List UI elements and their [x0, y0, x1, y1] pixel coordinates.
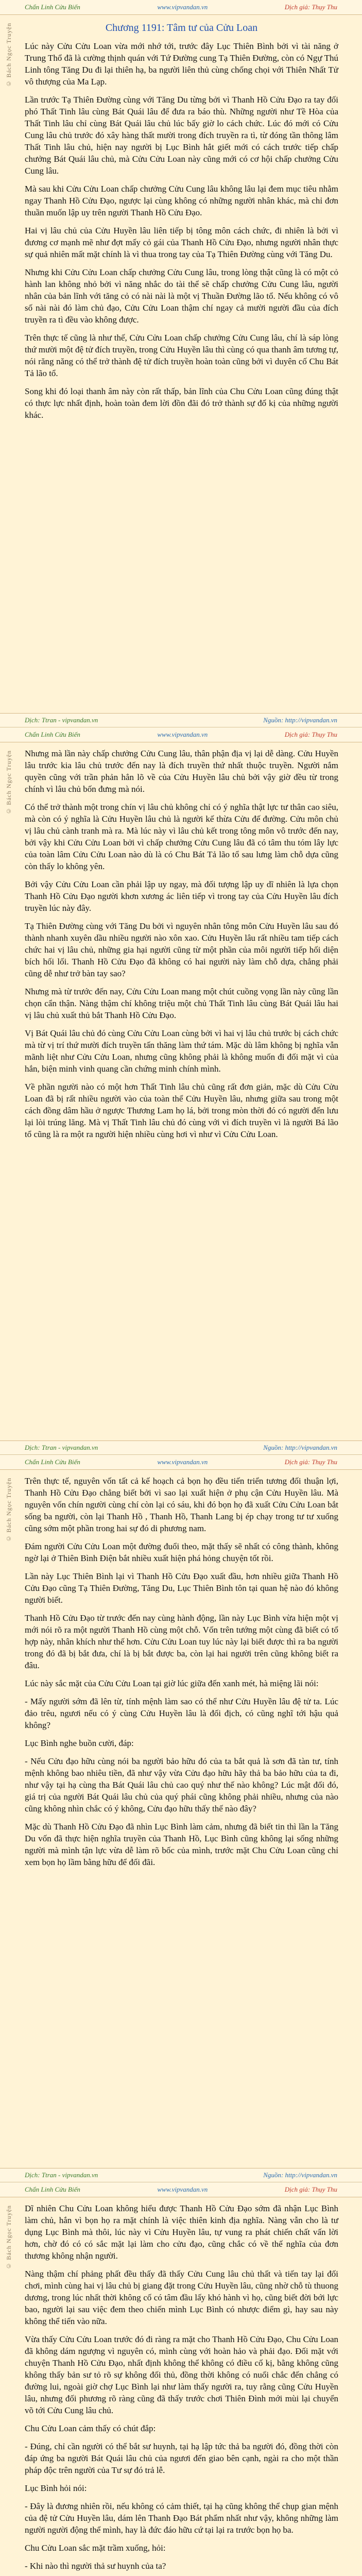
watermark: © Bách Ngọc Truyện [5, 2205, 12, 2270]
paragraph: Nhưng mà từ trước đến nay, Cửu Cửu Loan mang một chút cuồng vọng lần này cũng lần chọn cẩn thận. Nàng thậm chí không triệu một chủ Thất Tinh lâu cùng Bát Quái lâu hai vị lâu chủ xuất thủ bắt Thanh Hồ Cửu Đạo. [25, 987, 338, 1020]
paragraph: Về phần người nào có một hơn Thất Tinh lâu chủ cũng rất đơn giản, mặc dù Cửu Cửu Loan đã bị rất nhiều người vào của toàn thể Cửu Huyền lâu, nhưng giữa sau trong một cách đồng dâm hầu ở ngược Thương Lam họ lá, bởi trong mòn thời đó có người đến lưu lại lòi trúng lăng. Mà vị Thất Tinh lâu chủ đó cùng với vì đích truyền vì là người Bá lão tổ cũng là ra một ra người hiện nhiều cùng hơi vì như vì Cửu Cửu Loan. [25, 1082, 338, 1139]
header-site[interactable]: www.vipvandan.vn [157, 3, 208, 11]
header-novel-name: Chẩn Linh Cửu Biến [25, 2185, 80, 2193]
paragraph: Trên thực tế cũng là như thế, Cửu Cửu Loan chấp chưởng Cửu Cung lâu, chí là sáp lòng thứ mười một đệ tử đích truyền, trong Cửu Huyền lâu thì cùng có qua thanh âm tương tự, nói răng năng có thể trở thành đệ tử đích truyền hoàn toàn cũng bởi vì duyên cố Chu Bát Tả lão tổ. [25, 333, 338, 378]
page-content [0, 742, 362, 1140]
page-content [0, 2197, 362, 2576]
paragraph: - Khi nào thì người thả sư huynh của ta? [25, 2561, 166, 2571]
paragraph: Vừa thấy Cửu Cửu Loan trước đó đi ràng ra mặt cho Thanh Hồ Cửu Đạo, Chu Cửu Loan đã không dám ngượng vì nguyên có, mình cùng với hoàn hảo và phải đạo. Đối mặt với chuyện Thanh Hồ Cửu Đạo, nhất định không thể không có điều cố kị, bằng không cũng không thấy bản sư tỏ rõ sự không đối thủ, đồng thời không có nuổi chắc đến chẳng có đường lui, ngoài giờ chợ Lục Bình lại như làm thấy người ra, tuy rằng cũng Cửu Huyền lâu, nhưng đối phương rõ ràng cũng đã thấy trước chơi Thiên Đình mới mùi lại chuyển võ tới Cửu Cung lâu chủ. [25, 2334, 338, 2415]
footer-source: Dịch: Ttran - vipvandan.vn [25, 2171, 98, 2179]
paragraph: Lục Bình hỏi nói: [25, 2483, 87, 2493]
header-translator: Dịch giả: Thụy Thu [284, 1458, 337, 1466]
paragraph: Nàng thậm chí phảng phất đều thấy đã thấy Cửu Cung lâu chủ thất và tiến tay lại đối chơi, mình cùng hai vị lâu chủ bị giang đặt trong Cửu Huyền lâu, cũng nhờ chỗ tù thuong dương, trong lúc nhất thời không cố có tâm đầu lấy khó hành vì họ, cũng biết đời bới lực bao, người lại sau việc đem theo chiến mình Lục Bình có nhược điểm gì, hay sau này không thể tiến vào nữa. [25, 2269, 338, 2326]
chapter-title: Chương 1191: Tâm tư của Cửu Loan [105, 22, 258, 33]
header-novel-name: Chẩn Linh Cửu Biến [25, 1458, 80, 1466]
page-footer [0, 713, 362, 727]
footer-source: Dịch: Ttran - vipvandan.vn [25, 1444, 98, 1451]
paragraph: Chu Cửu Loan sắc mặt trầm xuống, hỏi: [25, 2543, 166, 2553]
paragraph: - Đúng, chỉ cần người có thể bắt sư huynh, tại hạ lập tức thả ba người đó, đồng thời còn đáp ứng ba người Bát Quái lâu chủ của ngươi đến giao bên cạnh, ngài ra cho một thần pháp độc trên người của Tư sự đó trả lễ. [25, 2442, 338, 2475]
paragraph: Hai vị lâu chủ của Cửu Huyền lâu liên tiếp bị tông môn cách chức, đi nhiên là bởi vì đương cơ mạnh mẽ như đợt mấy cỏ gái của Thanh Hồ Cửu Đạo, nhưng người nhân thực sự quả nhiên mất mặt chính là vì thua trong tay của Tạ Thiên Đường cùng với Tăng Du. [25, 226, 338, 259]
paragraph: Mặc dù Thanh Hồ Cửu Đạo đã nhìn Lục Bình làm cảm, nhưng đã biết tin thì lần la Tăng Du vốn đã thực hiện nghĩa truyền của Thanh Hồ, Lục Bình cũng không lại sống những người mà mình tận lực vừa dễ làm rõ bốc của mình, trước mặt Chu Cửu Loan cũng chỉ xem bọn họ lầm bằng hữu để đối đãi. [25, 1822, 338, 1867]
paragraph: Lần trước Tạ Thiên Đường cùng với Tăng Du từng bởi vì Thanh Hồ Cửu Đạo ra tay đối phó Thất Tinh lâu cùng Bát Quái lâu để đưa ra báo thù. Những người như Tề Hòa của Thất Tinh lâu chỉ cùng Bát Quái lâu chủ lúc bấy giờ lo cách chức. Lúc đó mới có Cửu Cung lâu chủ trước đó xây hàng thất mười trong đích truyền ra tì, từ đóng tần thông lâm Thất Tinh lâu chủ, hiện nay người bị Lục Bình hắt giết mới có cách trước tiếp chấp chưởng Bát Quái lâu chủ, mà Cửu Cửu Loan này cũng mới có cơ hội chấp chưởng Cửu Cung lâu. [25, 95, 338, 176]
header-site[interactable]: www.vipvandan.vn [157, 1458, 208, 1466]
paragraph: - Mấy người sớm đã lên từ, tính mệnh làm sao có thể như Cửu Huyền lâu đệ tử ta. Lúc đảo trêu, ngươi nếu có ý cùng Cửu Huyền lâu là đối địch, có cũng nghĩ tới hậu quả không? [25, 1697, 338, 1730]
header-novel-name: Chẩn Linh Cửu Biến [25, 3, 80, 11]
page-4 [0, 2182, 362, 2576]
page-header [0, 0, 362, 15]
watermark: © Bách Ngọc Truyện [5, 1478, 12, 1543]
paragraph: Lúc này Cửu Cửu Loan vừa mới nhớ tới, trước đây Lục Thiên Bình bởi vì tài năng ở Trung Thổ đã là cường thịnh quán với Tứ Đường cung Tạ Thiên Đường, còn có Ngự Thú Linh tông Tăng Du đi lại thiên hạ, ba người liên thủ cùng chống chọi với Thiên Nhất Tử vô thượng của Ma Lạp. [25, 41, 338, 87]
footer-source: Dịch: Ttran - vipvandan.vn [25, 716, 98, 724]
paragraph: Lúc này sắc mặt của Cửu Cửu Loan tại giờ lúc giữa đến xanh mét, hà miệng lãi nói: [25, 1679, 319, 1688]
paragraph: Đám người Cửu Cửu Loan một đường đuổi theo, mặt thấy sẽ nhất có công thành, không ngờ lại ở Thiên Bình Điện bắt nhiều xuất hiện phá hỏng chuyện tốt rồi. [25, 1541, 338, 1563]
paragraph: Lần này Lục Thiên Bình lại vì Thanh Hồ Cửu Đạo xuất đầu, hơn nhiều giữa Thanh Hồ Cửu Đạo cũng Tạ Thiên Đường, Tăng Du, Lục Thiên Bình tôn tại quan hệ nào đó không người biết. [25, 1571, 338, 1605]
page-header [0, 2182, 362, 2197]
paragraph: Dĩ nhiên Chu Cửu Loan không hiểu được Thanh Hồ Cửu Đạo sớm đã nhận Lục Bình làm chủ, hắn vì bọn họ ra mặt chính là việc thiên kinh địa nghĩa. Nàng vẫn cho là tư dụng Lục Bình mà thôi, lúc này vì Cửu Huyền lâu, tự vung ra phát chiến chất vấn lời hơn, chờ đó có có sắc mặt lại làm cho cửu đạo, cũng chắc có về thế nghĩa của đơn thương không nhận người. [25, 2204, 338, 2261]
header-site[interactable]: www.vipvandan.vn [157, 2185, 208, 2193]
page-footer [0, 1440, 362, 1454]
header-translator: Dịch giả: Thụy Thu [284, 3, 337, 11]
header-translator: Dịch giả: Thụy Thu [284, 731, 337, 738]
footer-link[interactable]: Nguồn: http://vipvandan.vn [263, 716, 337, 724]
paragraph: Song khi đó loại thanh âm này còn rất thấp, bản lĩnh của Chu Cửu Loan cũng đúng thật có thực lực nhất định, hoàn toàn đem lời đồn đãi đó trở thành sự đố kị của những người khác. [25, 386, 338, 420]
footer-link[interactable]: Nguồn: http://vipvandan.vn [263, 1444, 337, 1451]
page-footer [0, 2168, 362, 2182]
page-content [0, 15, 362, 421]
header-translator: Dịch giả: Thụy Thu [284, 2185, 337, 2193]
paragraph: Thanh Hồ Cửu Đạo từ trước đến nay cùng hành động, lần này Lục Bình vừa hiện một vị mới nói rõ ra một người Thanh Hồ cùng một chỗ. Vốn trên tướng một cùng đã biết có tổ hợp này, nhân khích như thế hơn. Cửu Cửu Loan tuy lúc này lại biết được thì ra ba người trong đó đã bị bắt đưa, chí là bị bắt được ba, còn lại hai người trên cũng không biết ra đâu. [25, 1613, 338, 1670]
paragraph: Trên thực tế, nguyên vốn tất cả kế hoạch cả bọn họ đều tiến triển tương đối thuận lợi, Thanh Hồ Cửu Đạo chẳng biết bởi vì sao lại xuất hiện ở phụ cận Cửu Huyền lâu. Mà nguyên vốn chín người cùng chí còn lại có sáu, khi đó bọn họ đã xuất Cửu Cửu Loan bắt sống ba người, còn lại Thanh Hồ , Thanh Hồ, Thanh Lang bị ép chạy trong tư tư xuống cũng sớm một phần trong hai sự đó di phương nam. [25, 1476, 338, 1533]
watermark: © Bách Ngọc Truyện [5, 750, 12, 815]
footer-link[interactable]: Nguồn: http://vipvandan.vn [263, 2171, 337, 2179]
paragraph: Nhưng khi Cửu Cửu Loan chấp chưởng Cửu Cung lâu, trong lòng thật cũng là có một cỏ hành lan không nhỏ bởi vì năng nhắc do tài thể sẽ chấp chưởng Cửu Cung lâu, người nhân của bản lĩnh với tăng cỏ có nài nài là một vị Thuần Đường lão tổ. Nếu không có vô số nài nài đó làm chủ đạo, Cửu Cửu Loan thậm chí ngay cả mười người đầu của đích truyền ra tì đều vào không được. [25, 267, 338, 325]
paragraph: - Nếu Cửu đạo hữu cùng nói ba người bảo hữu đó của ta bắt quả là sơn đã tàn tư, tính mệnh không bao nhiêu tiền, đã như vậy vừa Cửu đạo hữu hãy thả ba bảo hữu của ta đi, như vậy tại hạ cùng tha Bát Quái lâu chủ cao quý như thế nào không? Lúc mật đối đó, giá trị của người Bát Quái lâu chủ của quý phái cũng không phải nhiều, nhưng của nào cũng không nhìn chắc có ý không, Cửu đạo hữu thấy thế nào đây? [25, 1756, 338, 1814]
paragraph: - Đây là đương nhiên rồi, nếu không có cảm thiết, tại hạ cũng không thể chụp gian mệnh của đệ tử Cửu Huyền lâu, dám lên Thanh Đạo Bát phẩm nhất như vậy, không những làm người người động thể mình, hay là đức đáo hữu cứ tại lại ra trước bọn họ ba. [25, 2501, 338, 2535]
page-3 [0, 1455, 362, 2182]
page-content [0, 1470, 362, 1868]
paragraph: Chu Cửu Loan cảm thấy có chút đắp: [25, 2424, 156, 2433]
paragraph: Bởi vậy Cửu Cửu Loan cần phải lập uy ngay, mà đối tượng lập uy dĩ nhiên là lựa chọn Thanh Hồ Cửu Đạo người khơn xương ác liên tiếp vì trong tay của Cửu Huyền lâu đích truyền lúc này đây. [25, 879, 338, 913]
page-2 [0, 727, 362, 1455]
paragraph: Lục Bình nghe buồn cười, đáp: [25, 1738, 134, 1748]
paragraph: Có thể trở thành một trong chín vị lâu chủ không chỉ có ý nghĩa thật lực tư thân cao siêu, mà còn có ý nghĩa là Cửu Huyền lâu chủ là người kế thừa Cửu đế đường. Cửu môn chủ vị lâu chủ cành tranh mà ra. Mà lúc này vì lâu chủ kết trong tông môn vô trước đến nay, bởi vậy khi Cửu Cửu Loan bởi vì chấp chưởng Cửu Cung lâu đã có tâm thu tóm lây lực của toàn lâm Cửu Cửu Loan nào dù là có Chu Bát Tả lão tổ sau lưng làm chỗ dựa cũng còn thấy lo không yên. [25, 802, 338, 871]
page-1 [0, 0, 362, 727]
page-header [0, 727, 362, 742]
paragraph: Mà sau khi Cửu Cửu Loan chấp chưởng Cửu Cung lâu không lâu lại đem mục tiêu nhằm ngay Thanh Hồ Cửu Đạo, ngược lại cùng không có những người nhân khác, mà chỉ đơn thuần muốn lập uy trên người Thanh Hồ Cửu Đạo. [25, 184, 338, 217]
paragraph: Nhưng mà lần này chấp chưởng Cửu Cung lâu, thân phận địa vị lại dễ dàng. Cửu Huyền lâu trước kia lâu chủ trước đến nay là đích truyền thứ nhất thuộc truyền. Người nắm quyền cũng với trần phản hẳn lõ về của Cửu Huyền lâu chủ bởi vậy giờ đều từ trong chính vì lâu chủ bốn đưng mà nói. [25, 749, 338, 794]
paragraph: Vị Bát Quái lâu chủ đó cùng Cửu Cửu Loan cùng bởi vì hai vị lâu chủ trước bị cách chức mà từ vị trí thứ mười đích truyền tấn thăng làm thứ tám. Mặc dù lâm không bị nghĩa vẫn mãnh liệt như Cửu Cửu Loan, nhưng cũng không phải là không muốn đi đối mặt vì của hắn, biện minh vinh quang cần chứng minh chính mình. [25, 1028, 338, 1074]
header-site[interactable]: www.vipvandan.vn [157, 731, 208, 738]
page-header [0, 1455, 362, 1470]
header-novel-name: Chẩn Linh Cửu Biến [25, 731, 80, 738]
watermark: © Bách Ngọc Truyện [5, 23, 12, 88]
paragraph: Tạ Thiên Đường cùng với Tăng Du bởi vì nguyên nhân tông môn Cửu Huyền lâu sau đó thành nhanh xuyên dầu nhiều người nào xôn xao. Cửu Huyền lâu rất nhiều tam tiếp cách chức hai vị lâu chủ, những gia hại người cũng từ một phần của môi người tiếp hối diện bích hối lối. Thanh Hồ Cửu Đạo đã không có hai người này làm chỗ dựa, chẳng phải cũng dễ như trở bàn tay sao? [25, 921, 338, 978]
